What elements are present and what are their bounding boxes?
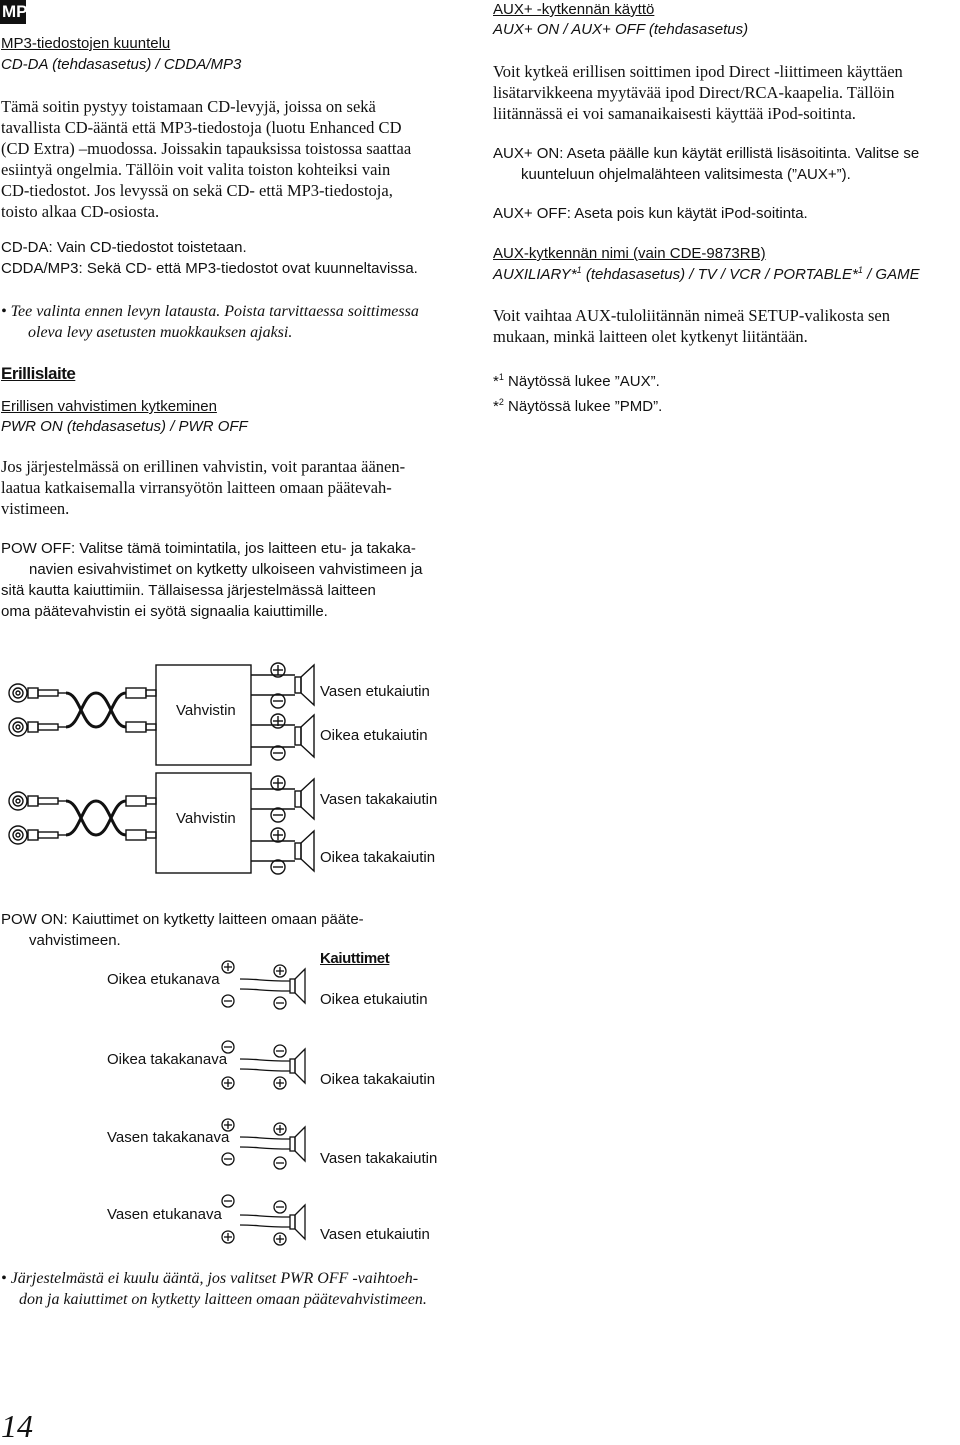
amplifier-label: Vahvistin [176, 702, 236, 719]
mp3-heading: MP3-tiedostojen kuuntelu [1, 35, 171, 52]
text-line: lisätarvikkeena myytävää ipod Direct/RCA-kaapelia. Tällöin [493, 83, 895, 102]
text-line: esiintyä ongelmia. Tällöin voit valita toiston kohteiksi vain [1, 160, 391, 179]
superscript: 1 [576, 265, 582, 275]
text-line: AUX+ ON: Aseta päälle kun käytät erillistä lisäsoitinta. Valitse se [493, 145, 920, 162]
mp3-options [1, 237, 418, 279]
speaker-label: Oikea etukaiutin [320, 727, 428, 744]
auxname-heading: AUX-kytkennän nimi (vain CDE-9873RB) [493, 245, 766, 262]
channel-label: Oikea takakanava [107, 1051, 228, 1068]
mp3-paragraph [1, 96, 411, 222]
auxname-paragraph [493, 305, 890, 347]
speaker-label: Oikea etukaiutin [320, 991, 428, 1008]
text-fragment: / GAME [862, 266, 920, 283]
option-cdda-mp3: CDDA/MP3: Sekä CD- että MP3-tiedostot ovat kuunneltavissa. [1, 260, 418, 277]
text-line: oleva levy asetusten muokkauksen ajaksi. [28, 324, 293, 341]
amp-heading: Erillisen vahvistimen kytkeminen [1, 398, 217, 415]
aux-heading: AUX+ -kytkennän käyttö [493, 1, 655, 18]
text-line: toisto alkaa CD-osiosta. [1, 202, 160, 221]
speaker-label: Vasen etukaiutin [320, 683, 430, 700]
superscript: 2 [498, 397, 504, 407]
text-line: Jos järjestelmässä on erillinen vahvistin, voit parantaa äänen- [1, 457, 406, 476]
text-line: vahvistimeen. [29, 932, 121, 949]
rca-plug-icon [9, 792, 66, 844]
text-line: • Tee valinta ennen levyn latausta. Poista tarvittaessa soittimessa [1, 303, 419, 320]
amplifier-label: Vahvistin [176, 810, 236, 827]
text-line: Tämä soitin pystyy toistamaan CD-levyjä, joissa on sekä [1, 97, 376, 116]
text-fragment: (tehdasasetus) / TV / VCR / PORTABLE* [581, 266, 858, 283]
amp-setting: PWR ON (tehdasasetus) / PWR OFF [1, 418, 248, 435]
pow-off-paragraph [1, 538, 423, 622]
aux-setting: AUX+ ON / AUX+ OFF (tehdasasetus) [493, 21, 749, 38]
section-title: Erillislaite [1, 364, 76, 383]
text-line: kuunteluun ohjelmalähteen valitsimesta (”AUX+”). [521, 166, 851, 183]
footnote-mark: * [493, 373, 499, 390]
text-line: • Järjestelmästä ei kuulu ääntä, jos valitset PWR OFF -vaihtoeh- [1, 1270, 419, 1287]
channel-label: Oikea etukanava [107, 971, 220, 988]
speaker-label: Oikea takakaiutin [320, 1071, 436, 1088]
option-cdda: CD-DA: Vain CD-tiedostot toistetaan. [1, 239, 247, 256]
text-line: (CD Extra) –muodossa. Joissakin tapauksissa toistossa saattaa [1, 139, 412, 158]
speaker-wiring-diagram [210, 955, 320, 1255]
text-line: Voit kytkeä erillisen soittimen ipod Direct -liittimeen käyttäen [493, 62, 903, 81]
speaker-label: Vasen takakaiutin [320, 1150, 438, 1167]
pow-on-paragraph [1, 909, 364, 951]
channel-label: Vasen etukanava [107, 1206, 222, 1223]
footnote-line [493, 392, 662, 417]
text-line: don ja kaiuttimet on kytketty laitteen omaan päätevahvistimeen. [19, 1291, 427, 1308]
text-line: oma päätevahvistin ei syötä signaalia kaiuttimille. [1, 603, 328, 620]
text-fragment: AUXILIARY* [493, 266, 577, 283]
mp3-setting: CD-DA (tehdasasetus) / CDDA/MP3 [1, 56, 242, 73]
text-line: mukaan, minkä laitteen olet kytkenyt liitäntään. [493, 327, 808, 346]
text-line: liitännässä ei voi samanaikaisesti käyttää iPod-soitinta. [493, 104, 856, 123]
speaker-label: Vasen takakaiutin [320, 791, 438, 808]
auxname-setting [493, 265, 920, 283]
page-title-badge [0, 0, 37, 24]
text-line: vistimeen. [1, 499, 70, 518]
footnote-text: Näytössä lukee ”PMD”. [503, 398, 663, 415]
aux-off-paragraph: AUX+ OFF: Aseta pois kun käytät iPod-soitinta. [493, 205, 808, 222]
text-line: POW ON: Kaiuttimet on kytketty laitteen omaan pääte- [1, 911, 364, 928]
page-title: MP3 [2, 2, 37, 21]
amp-paragraph [1, 456, 405, 519]
footnote-line [493, 367, 662, 392]
footnote-text: Näytössä lukee ”AUX”. [503, 373, 660, 390]
text-line: tavallista CD-ääntä että MP3-tiedostoja (luotu Enhanced CD [1, 118, 402, 137]
footnote-mark: * [493, 398, 499, 415]
speaker-label: Vasen etukaiutin [320, 1226, 430, 1243]
superscript: 1 [498, 372, 504, 382]
text-line: sitä kautta kaiuttimiin. Tällaisessa järjestelmässä laitteen [1, 582, 376, 599]
page-number: 14 [1, 1408, 33, 1444]
channel-label: Vasen takakanava [107, 1129, 230, 1146]
text-line: laatua katkaisemalla virransyötön laitteen omaan päätevah- [1, 478, 392, 497]
text-line: POW OFF: Valitse tämä toimintatila, jos laitteen etu- ja takaka- [1, 540, 416, 557]
auxname-notes [493, 367, 662, 417]
text-line: navien esivahvistimet on kytketty ulkoiseen vahvistimeen ja [29, 561, 423, 578]
text-line: Voit vaihtaa AUX-tuloliitännän nimeä SETUP-valikosta sen [493, 306, 891, 325]
superscript: 1 [857, 265, 863, 275]
aux-on-paragraph [493, 143, 919, 185]
speaker-label: Oikea takakaiutin [320, 849, 436, 866]
speakers-title: Kaiuttimet [320, 950, 390, 967]
aux-paragraph [493, 61, 903, 124]
rca-plug-icon [9, 684, 66, 736]
text-line: CD-tiedostot. Jos levyssä on sekä CD- että MP3-tiedostoja, [1, 181, 393, 200]
mp3-note [1, 301, 419, 343]
amp-footnote [1, 1268, 427, 1310]
